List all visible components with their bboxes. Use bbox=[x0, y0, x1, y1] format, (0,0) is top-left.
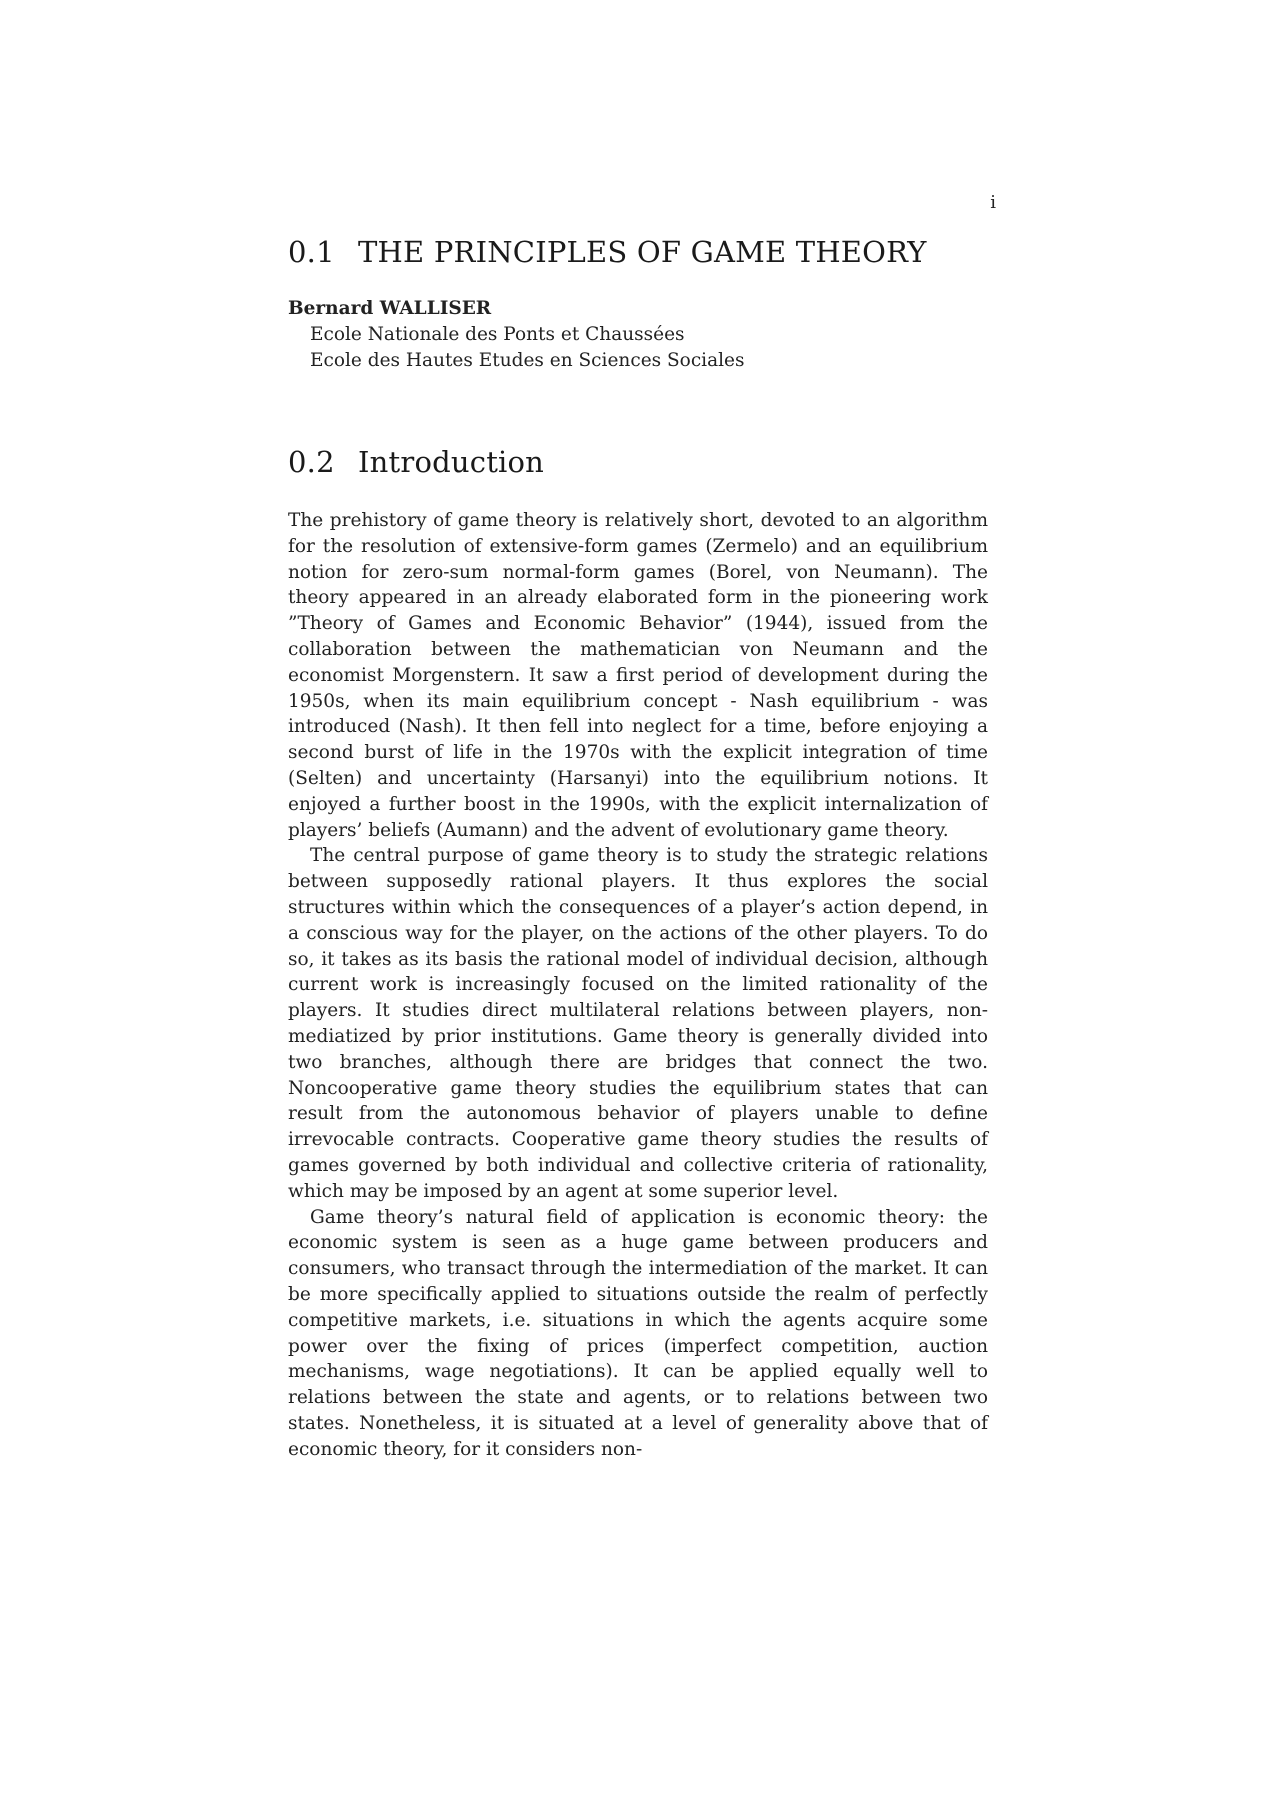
paragraph: The prehistory of game theory is relatively short, devoted to an algorithm for the resolution of extensive-form games (Zermelo) and an equilibrium notion for zero-sum normal-form games (Borel, von Neumann). The theory appeared in an already elaborated form in the pioneering work ”Theory of Games and Economic Behavior” (1944), issued from the collaboration between the mathematician von Neumann and the economist Morgenstern. It saw a first period of development during the 1950s, when its main equilibrium concept - Nash equilibrium - was introduced (Nash). It then fell into neglect for a time, before enjoying a second burst of life in the 1970s with the explicit integration of time (Selten) and uncertainty (Harsanyi) into the equilibrium notions. It enjoyed a further boost in the 1990s, with the explicit internalization of players’ beliefs (Aumann) and the advent of evolutionary game theory. bbox=[288, 510, 988, 841]
affiliation: Ecole des Hautes Etudes en Sciences Sociales bbox=[310, 350, 745, 371]
author-block bbox=[288, 296, 988, 374]
author-name bbox=[288, 296, 988, 322]
section-heading-principles bbox=[288, 232, 988, 272]
author-last-name: WALLISER bbox=[379, 298, 492, 319]
page-content bbox=[288, 232, 988, 1462]
section-number: 0.1 bbox=[288, 235, 335, 269]
section-title: Introduction bbox=[358, 445, 545, 479]
affiliation: Ecole Nationale des Ponts et Chaussées bbox=[310, 324, 685, 345]
author-first-name: Bernard bbox=[288, 298, 374, 319]
paragraph: The central purpose of game theory is to study the strategic relations between supposedly rational players. It thus explores the social structures within which the consequences of a player’s action depend, in a conscious way for the player, on the actions of the other players. To do so, it takes as its basis the rational model of individual decision, although current work is increasingly focused on the limited rationality of the players. It studies direct multilateral relations between players, non-mediatized by prior institutions. Game theory is generally divided into two branches, although there are bridges that connect the two. Noncooperative game theory studies the equilibrium states that can result from the autonomous behavior of players unable to define irrevocable contracts. Cooperative game theory studies the results of games governed by both individual and collective criteria of rationality, which may be imposed by an agent at some superior level. bbox=[288, 845, 988, 1202]
section-number: 0.2 bbox=[288, 445, 335, 479]
section-title: THE PRINCIPLES OF GAME THEORY bbox=[358, 235, 927, 269]
paragraph: Game theory’s natural field of application is economic theory: the economic system is seen as a huge game between producers and consumers, who transact through the intermediation of the market. It can be more specifically applied to situations outside the realm of perfectly competitive markets, i.e. situations in which the agents acquire some power over the fixing of prices (imperfect competition, auction mechanisms, wage negotiations). It can be applied equally well to relations between the state and agents, or to relations between two states. Nonetheless, it is situated at a level of generality above that of economic theory, for it considers non- bbox=[288, 1206, 988, 1460]
section-heading-introduction bbox=[288, 442, 988, 482]
page-number: i bbox=[990, 192, 996, 213]
body-text bbox=[288, 508, 988, 1462]
